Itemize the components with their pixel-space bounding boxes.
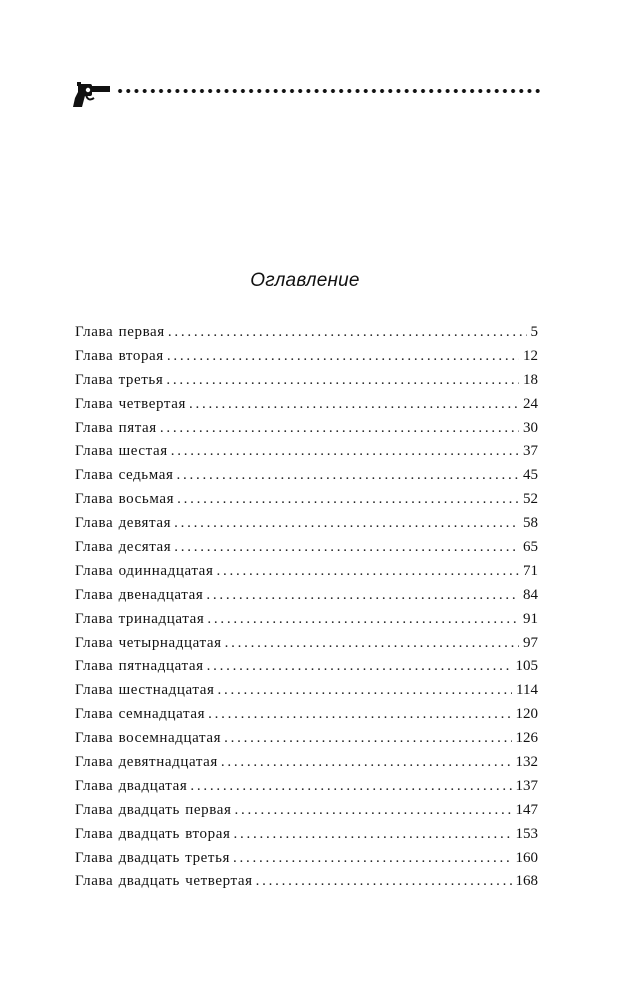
toc-entry-page: 84 — [523, 586, 538, 603]
toc-entry — [75, 679, 538, 703]
toc-entry-page: 37 — [523, 443, 538, 460]
toc-entry — [75, 417, 538, 441]
toc-entry-page: 160 — [515, 849, 538, 866]
toc-entry-label: Глава двадцатая — [75, 777, 188, 794]
toc-dot-leader — [225, 632, 519, 656]
toc-entry-page: 65 — [523, 539, 538, 556]
toc-entry-page: 45 — [523, 467, 538, 484]
toc-entry-page: 97 — [523, 634, 538, 651]
toc-entry-label: Глава вторая — [75, 347, 164, 364]
page-title: Оглавление — [250, 270, 360, 291]
toc-dot-leader — [177, 488, 519, 512]
toc-dot-leader — [221, 751, 512, 775]
toc-entry-page: 132 — [515, 754, 538, 771]
toc-entry — [75, 727, 538, 751]
toc-dot-leader — [217, 679, 512, 703]
toc-entry-page: 168 — [515, 873, 538, 890]
toc-entry — [75, 345, 538, 369]
toc-entry-page: 126 — [515, 730, 538, 747]
toc-entry-page: 120 — [515, 706, 538, 723]
toc-entry-label: Глава девятнадцатая — [75, 754, 218, 771]
toc-dot-leader — [167, 345, 519, 369]
toc-dot-leader — [177, 464, 520, 488]
toc-dot-leader — [174, 536, 519, 560]
toc-entry — [75, 751, 538, 775]
toc-entry — [75, 536, 538, 560]
toc-entry-page: 24 — [523, 395, 538, 412]
toc-entry-label: Глава седьмая — [75, 467, 174, 484]
toc-dot-leader — [168, 321, 527, 345]
toc-entry — [75, 393, 538, 417]
toc-dot-leader — [174, 512, 519, 536]
toc-entry — [75, 560, 538, 584]
toc-entry-label: Глава двадцать четвертая — [75, 873, 253, 890]
toc-dot-leader — [233, 823, 511, 847]
toc-entry — [75, 464, 538, 488]
toc-dot-leader — [206, 584, 519, 608]
toc-entry — [75, 775, 538, 799]
toc-dot-leader — [160, 417, 519, 441]
toc-entry-page: 91 — [523, 610, 538, 627]
toc-entry-page: 147 — [515, 801, 538, 818]
toc-dot-leader — [233, 847, 511, 871]
toc-entry-label: Глава четвертая — [75, 395, 186, 412]
dotted-rule — [116, 88, 540, 94]
toc-entry-page: 5 — [530, 324, 538, 340]
toc-dot-leader — [207, 608, 519, 632]
toc-entry-label: Глава шестнадцатая — [75, 682, 215, 699]
toc-entry — [75, 321, 538, 345]
toc-entry-page: 58 — [523, 515, 538, 532]
toc-entry-label: Глава девятая — [75, 515, 172, 532]
toc-dot-leader — [207, 655, 512, 679]
toc-entry — [75, 608, 538, 632]
toc-entry — [75, 488, 538, 512]
toc-list — [75, 321, 538, 894]
toc-entry-label: Глава двадцать вторая — [75, 825, 231, 842]
toc-dot-leader — [208, 703, 511, 727]
toc-entry-label: Глава восьмая — [75, 491, 175, 508]
toc-entry — [75, 369, 538, 393]
toc-entry — [75, 512, 538, 536]
toc-entry-page: 153 — [515, 825, 538, 842]
toc-entry — [75, 632, 538, 656]
toc-entry — [75, 703, 538, 727]
toc-dot-leader — [171, 440, 519, 464]
toc-entry-label: Глава пятая — [75, 419, 157, 436]
toc-entry-page: 52 — [523, 491, 538, 508]
toc-entry-page: 105 — [515, 658, 538, 675]
toc-entry-label: Глава двадцать третья — [75, 849, 231, 866]
header-rule — [72, 78, 542, 108]
toc-entry-label: Глава двадцать первая — [75, 801, 232, 818]
toc-entry — [75, 584, 538, 608]
toc-entry-page: 71 — [523, 562, 538, 579]
toc-entry-label: Глава тринадцатая — [75, 610, 205, 627]
toc-entry — [75, 655, 538, 679]
toc-dot-leader — [224, 727, 511, 751]
toc-entry-label: Глава двенадцатая — [75, 586, 204, 603]
toc-entry-page: 30 — [523, 419, 538, 436]
toc-entry-label: Глава первая — [75, 324, 165, 340]
toc-dot-leader — [190, 775, 511, 799]
toc-entry — [75, 847, 538, 871]
toc-entry-label: Глава одиннадцатая — [75, 562, 214, 579]
toc-entry-page: 137 — [515, 777, 538, 794]
toc-entry-label: Глава третья — [75, 371, 164, 388]
toc-entry — [75, 799, 538, 823]
toc-dot-leader — [189, 393, 519, 417]
toc-entry-page: 114 — [516, 682, 538, 699]
toc-entry-label: Глава пятнадцатая — [75, 658, 204, 675]
revolver-icon — [72, 78, 112, 108]
toc-entry-label: Глава семнадцатая — [75, 706, 206, 723]
toc-entry — [75, 870, 538, 894]
toc-entry-label: Глава восемнадцатая — [75, 730, 222, 747]
toc-dot-leader — [234, 799, 511, 823]
toc-entry-page: 12 — [523, 347, 538, 364]
toc-entry-label: Глава шестая — [75, 443, 168, 460]
toc-dot-leader — [166, 369, 519, 393]
toc-entry — [75, 440, 538, 464]
toc-dot-leader — [256, 870, 512, 894]
toc-entry-page: 18 — [523, 371, 538, 388]
toc-dot-leader — [216, 560, 519, 584]
toc-entry-label: Глава десятая — [75, 539, 172, 556]
toc-entry-label: Глава четырнадцатая — [75, 634, 222, 651]
toc-entry — [75, 823, 538, 847]
